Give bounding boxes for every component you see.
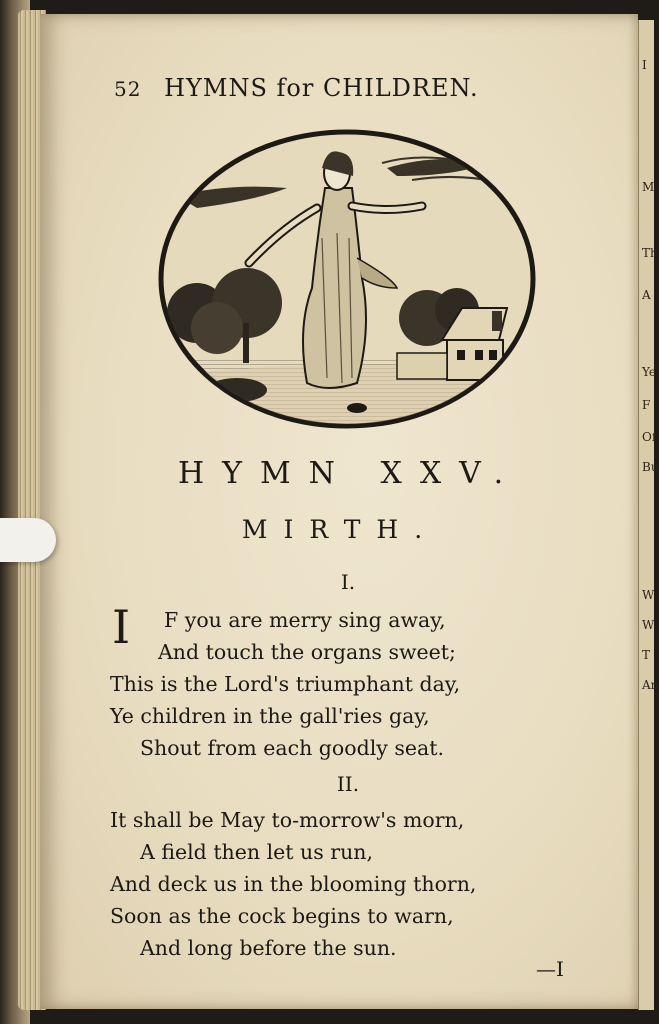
verse-line: And long before the sun. [140,936,397,960]
hymn-subtitle: MIRTH. [241,515,439,544]
catchword: —I [536,957,564,981]
stanza-2 [110,804,550,964]
facing-page-fragment: A [642,288,651,302]
facing-page-fragment: Th [642,246,658,260]
facing-page-fragment: An [642,678,659,692]
verse-line: It shall be May to-morrow's morn, [110,808,465,832]
facing-page-fragment: Ye [642,365,656,379]
stanza-numeral: II. [336,772,360,796]
facing-page-fragment: I [642,58,647,72]
hymn-title: HYMN XXV. [178,456,522,491]
drop-cap: I [112,600,131,654]
stanza-1 [110,600,550,764]
facing-page-fragment: F [642,398,651,412]
facing-page-fragment: Bu [642,460,659,474]
verse-line: Ye children in the gall'ries gay, [110,704,430,728]
verse-line: A field then let us run, [140,840,374,864]
verse-line: Soon as the cock begins to warn, [110,904,454,928]
facing-page-fragment: M [642,180,655,194]
facing-page-fragment: T [642,648,651,662]
running-header [114,74,574,102]
facing-page-fragment: W [642,588,655,602]
verse-line: This is the Lord's triumphant day, [110,672,461,696]
stanza-numeral: I. [340,570,356,594]
facing-page-edge [638,20,659,1010]
page-tab-marker [0,518,56,562]
verse-line: And deck us in the blooming thorn, [110,872,477,896]
woodcut-vignette [157,128,537,430]
page-number: 52 [114,77,142,101]
facing-page-fragment: W [642,618,655,632]
verse-line: F you are merry sing away, [164,608,446,632]
verse-line: Shout from each goodly seat. [140,736,444,760]
facing-page-fragment: Of [642,430,657,444]
verse-line: And touch the organs sweet; [158,640,456,664]
running-head-title: HYMNS for CHILDREN. [164,74,479,102]
